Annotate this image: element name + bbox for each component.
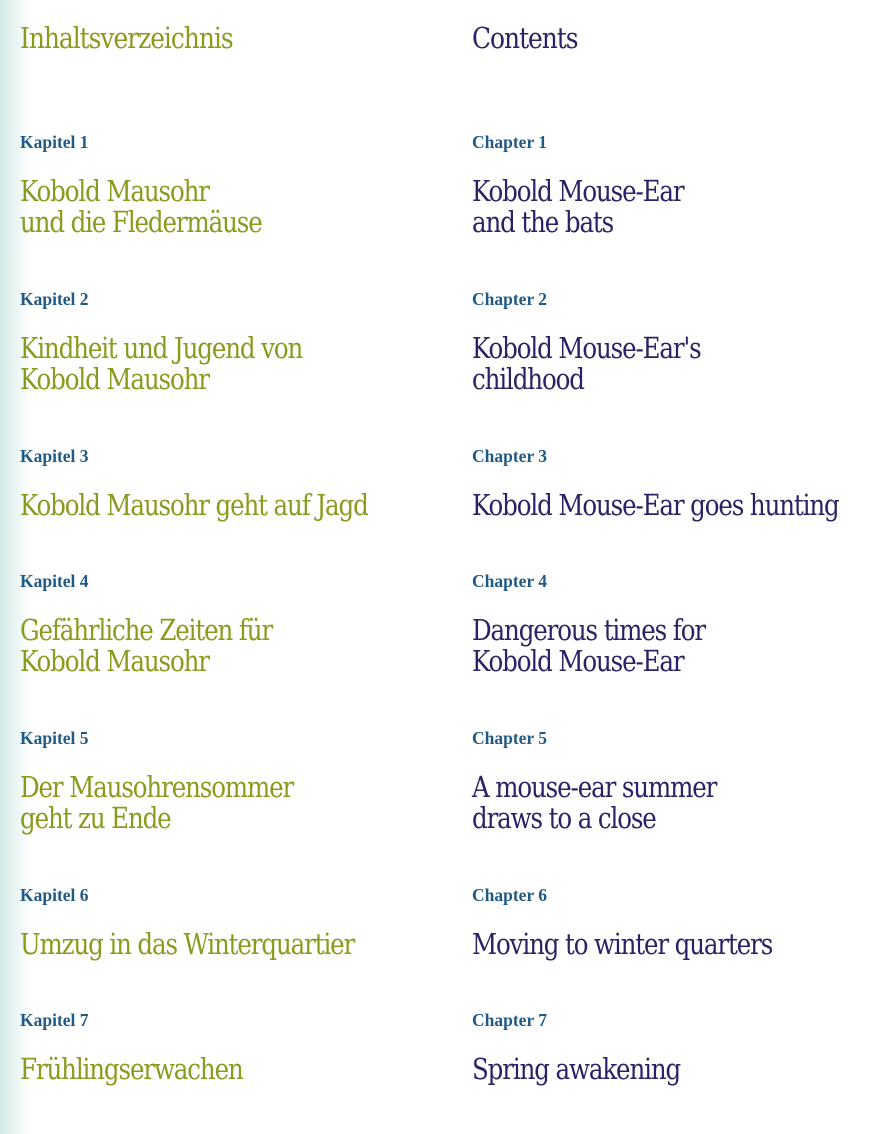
english-contents-heading: Contents (472, 21, 578, 55)
german-chapter-6-title: Umzug in das Winterquartier (20, 928, 355, 961)
german-chapter-6-label: Kapitel 6 (20, 885, 89, 905)
english-chapter-5-label: Chapter 5 (472, 728, 548, 748)
english-chapter-6-label: Chapter 6 (472, 885, 548, 905)
english-chapter-2-title: Kobold Mouse-Ear's childhood (472, 332, 701, 396)
english-chapter-5-title: A mouse-ear summer draws to a close (472, 771, 717, 835)
german-chapter-7-label: Kapitel 7 (20, 1010, 89, 1030)
german-chapter-1-title: Kobold Mausohr und die Fledermäuse (20, 175, 262, 239)
german-chapter-7-title: Frühlingserwachen (20, 1053, 243, 1086)
english-chapter-6-title: Moving to winter quarters (472, 928, 773, 961)
german-chapter-5-label: Kapitel 5 (20, 728, 89, 748)
english-chapter-7-title: Spring awakening (472, 1053, 681, 1086)
german-contents-heading: Inhaltsverzeichnis (20, 21, 233, 55)
german-chapter-3-title: Kobold Mausohr geht auf Jagd (20, 489, 368, 522)
german-chapter-4-label: Kapitel 4 (20, 571, 89, 591)
german-chapter-2-title: Kindheit und Jugend von Kobold Mausohr (20, 332, 303, 396)
english-chapter-1-title: Kobold Mouse-Ear and the bats (472, 175, 684, 239)
english-chapter-3-title: Kobold Mouse-Ear goes hunting (472, 489, 839, 522)
english-chapter-3-label: Chapter 3 (472, 446, 548, 466)
german-chapter-5-title: Der Mausohrensommer geht zu Ende (20, 771, 294, 835)
german-chapter-4-title: Gefährliche Zeiten für Kobold Mausohr (20, 614, 273, 678)
german-chapter-3-label: Kapitel 3 (20, 446, 89, 466)
german-chapter-2-label: Kapitel 2 (20, 289, 89, 309)
english-chapter-7-label: Chapter 7 (472, 1010, 548, 1030)
english-chapter-1-label: Chapter 1 (472, 132, 548, 152)
page-edge-tint (0, 0, 30, 1134)
english-chapter-2-label: Chapter 2 (472, 289, 548, 309)
german-chapter-1-label: Kapitel 1 (20, 132, 89, 152)
english-chapter-4-title: Dangerous times for Kobold Mouse-Ear (472, 614, 705, 678)
english-chapter-4-label: Chapter 4 (472, 571, 548, 591)
